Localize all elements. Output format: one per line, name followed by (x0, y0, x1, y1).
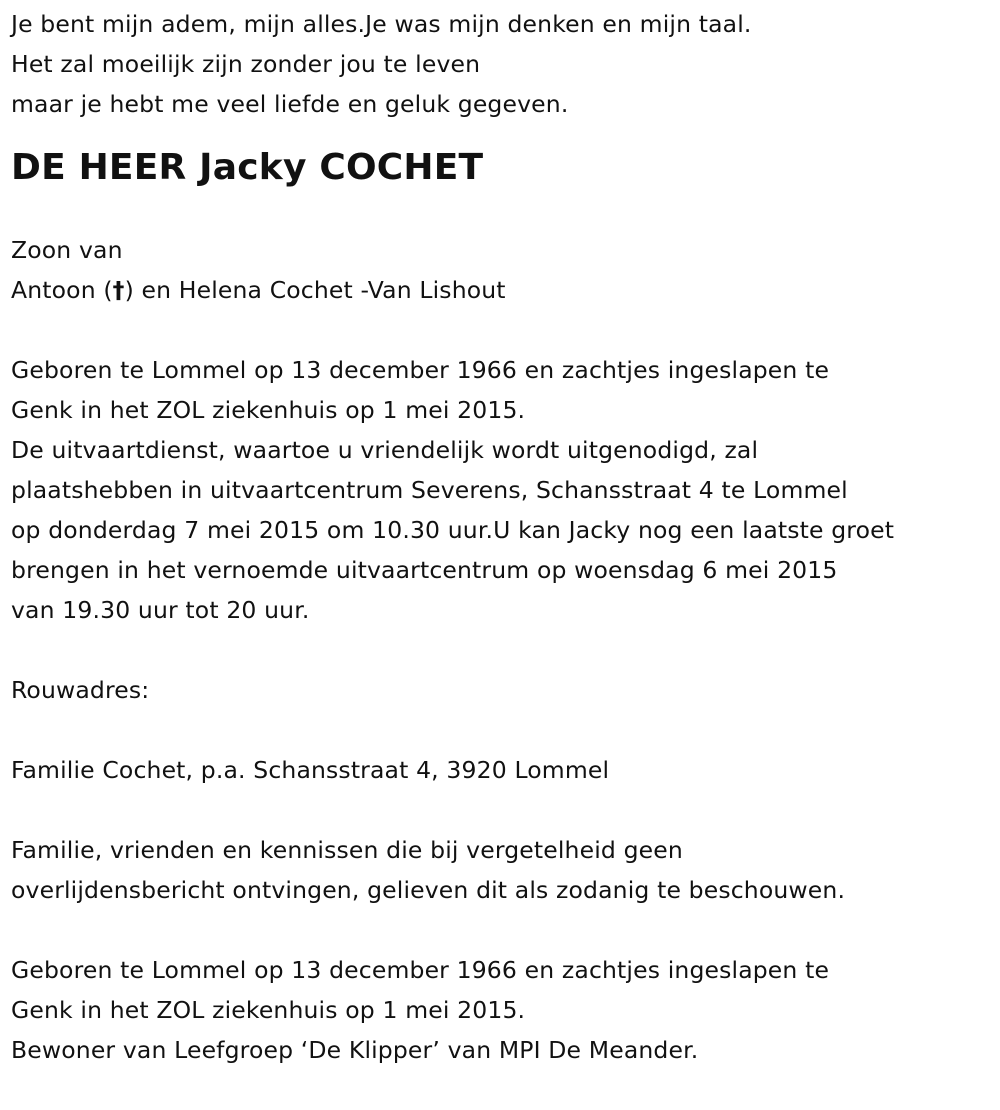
announcement-line: Geboren te Lommel op 13 december 1966 en zachtjes ingeslapen te (11, 356, 830, 384)
poem-line: maar je hebt me veel liefde en geluk gegeven. (11, 90, 569, 118)
spacer (11, 710, 996, 750)
announcement-line: op donderdag 7 mei 2015 om 10.30 uur.U kan Jacky nog een laatste groet (11, 516, 895, 544)
rouwadres-address: Familie Cochet, p.a. Schansstraat 4, 3920 Lommel (11, 756, 610, 784)
spacer (11, 910, 996, 950)
cross-icon: † (112, 276, 125, 304)
father-name: Antoon ( (11, 276, 113, 304)
announcement-line: plaatshebben in uitvaartcentrum Severens, Schansstraat 4 te Lommel (11, 476, 848, 504)
deceased-name-title: DE HEER Jacky COCHET (11, 147, 484, 188)
closing-line: Genk in het ZOL ziekenhuis op 1 mei 2015. (11, 996, 526, 1024)
mother-name: ) en Helena Cochet -Van Lishout (124, 276, 506, 304)
closing-section (11, 950, 996, 1070)
obituary-document (11, 4, 996, 1070)
closing-line: Geboren te Lommel op 13 december 1966 en zachtjes ingeslapen te (11, 956, 830, 984)
announcement-line: van 19.30 uur tot 20 uur. (11, 596, 310, 624)
notice-section (11, 830, 996, 910)
notice-line: Familie, vrienden en kennissen die bij vergetelheid geen (11, 836, 683, 864)
spacer (11, 790, 996, 830)
rouwadres-label: Rouwadres: (11, 676, 150, 704)
announcement-section (11, 350, 996, 630)
notice-line: overlijdensbericht ontvingen, gelieven dit als zodanig te beschouwen. (11, 876, 846, 904)
poem-line: Je bent mijn adem, mijn alles.Je was mijn denken en mijn taal. (11, 10, 752, 38)
announcement-line: Genk in het ZOL ziekenhuis op 1 mei 2015. (11, 396, 526, 424)
parents-intro: Zoon van (11, 236, 123, 264)
spacer (11, 630, 996, 670)
parents-names (11, 270, 996, 310)
spacer (11, 310, 996, 350)
poem (11, 4, 996, 124)
poem-line: Het zal moeilijk zijn zonder jou te leven (11, 50, 481, 78)
announcement-line: brengen in het vernoemde uitvaartcentrum op woensdag 6 mei 2015 (11, 556, 838, 584)
parents-section (11, 230, 996, 310)
closing-line: Bewoner van Leefgroep ‘De Klipper’ van MPI De Meander. (11, 1036, 699, 1064)
announcement-line: De uitvaartdienst, waartoe u vriendelijk wordt uitgenodigd, zal (11, 436, 759, 464)
